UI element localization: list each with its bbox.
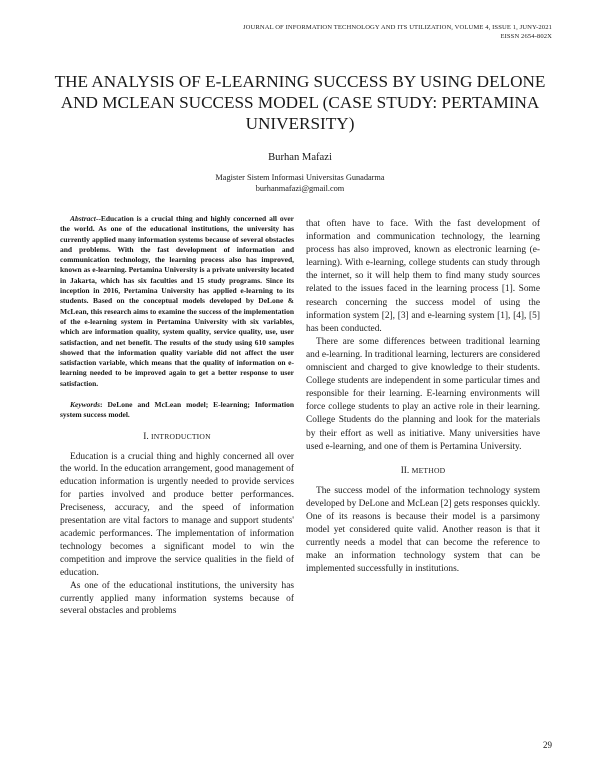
author-email[interactable]: burhanmafazi@gmail.com — [255, 184, 345, 193]
page-number: 29 — [543, 740, 552, 750]
section-title: METHOD — [411, 465, 446, 475]
paper-title: THE ANALYSIS OF E-LEARNING SUCCESS BY USING DELONE AND MCLEAN SUCCESS MODEL (CASE STUDY: PERTAMINA UNIVERSITY) — [54, 72, 546, 133]
section-number: II. — [400, 465, 412, 476]
journal-eissn: EISSN 2654-802X — [500, 33, 552, 40]
section-heading-introduction — [60, 431, 294, 444]
keywords-text: : DeLone and McLean model; E-learning; Information system success model. — [60, 400, 294, 420]
section-heading-method — [306, 464, 540, 478]
keywords-lead: Keywords — [70, 400, 100, 410]
intro-paragraph-2-cont: that often have to face. With the fast development of information and communication technology, the learning process has also improved, known as electronic learning (e-learning). With e-learning, college students can study through the internet, so it will help them to find many study sources related to the issues faced in the learning process [1]. Some research concerning the success model of using the information system [2], [3] and e-learning system [1], [4], [5] has been conducted. — [306, 219, 540, 334]
author-affiliation-block — [0, 172, 600, 194]
abstract-lead: Abstract — [70, 214, 96, 223]
abstract-text: --Education is a crucial thing and highly concerned all over the world. As one of the educational institutions, the university has currently applied many information systems because of several obstacles and problems. With the fast development of information and communication technology, the learning process also has improved, known as e-learning. Pertamina University is a private university located in Jakarta, which has six faculties and 15 study programs. Since its inception in 2016, Pertamina University has applied e-learning to its students. Based on the conceptual models developed by DeLone & McLean, this research aims to examine the success of the implementation of the e-learning system in Pertamina University with six variables, which are information quality, system quality, service quality, use, user satisfaction, and net benefit. The results of the study using 610 samples showed that the information quality variable did not affect the user satisfaction variable, which means that the quality of information on e-learning needed to be improved again to get a better response to user satisfaction. — [60, 214, 294, 388]
journal-line: JOURNAL OF INFORMATION TECHNOLOGY AND ITS UTILIZATION, VOLUME 4, ISSUE 1, JUNY-2021 — [242, 24, 552, 31]
author-affiliation: Magister Sistem Informasi Universitas Gunadarma — [215, 173, 385, 182]
section-number: I. — [143, 431, 152, 442]
method-paragraph-1: The success model of the information technology system developed by DeLone and McLean [2] gets responses quickly. One of its reasons is because their model is a parsimony model yet considered quite valid. Another reason is that it currently needs a model that can become the reference to make an information technology system that can be implemented successfully in institutions. — [306, 485, 540, 575]
section-title: INTRODUCTION — [151, 431, 211, 441]
abstract — [60, 214, 294, 389]
author-name: Burhan Mafazi — [268, 152, 332, 163]
journal-header — [243, 23, 552, 41]
left-column — [60, 214, 294, 618]
intro-paragraph-2-start: As one of the educational institutions, the university has currently applied many information systems because of several obstacles and problems — [60, 580, 294, 617]
intro-paragraph-3: There are some differences between traditional learning and e-learning. In traditional learning, lecturers are considered omniscient and charged to give knowledge to their students. College students are independent in some particular times and responsible for their learning. E-learning environments will force college students to play an active role in their learning. College Students do the planning and look for the materials by their effort as well as initiative. Many universities have used e-learning, and one of them is Pertamina University. — [306, 336, 541, 452]
keywords — [60, 400, 294, 421]
right-column — [306, 218, 540, 576]
intro-paragraph-1: Education is a crucial thing and highly concerned all over the world. In the education arrangement, good management of education information is urgently needed to provide services for parties involved and produce better performances. Preciseness, accuracy, and the speed of information presentation are vital factors to manage and support students' academic performances. The implementation of information technology becomes a significant model to win the competition and improve the service qualities in the field of education. — [60, 451, 294, 578]
